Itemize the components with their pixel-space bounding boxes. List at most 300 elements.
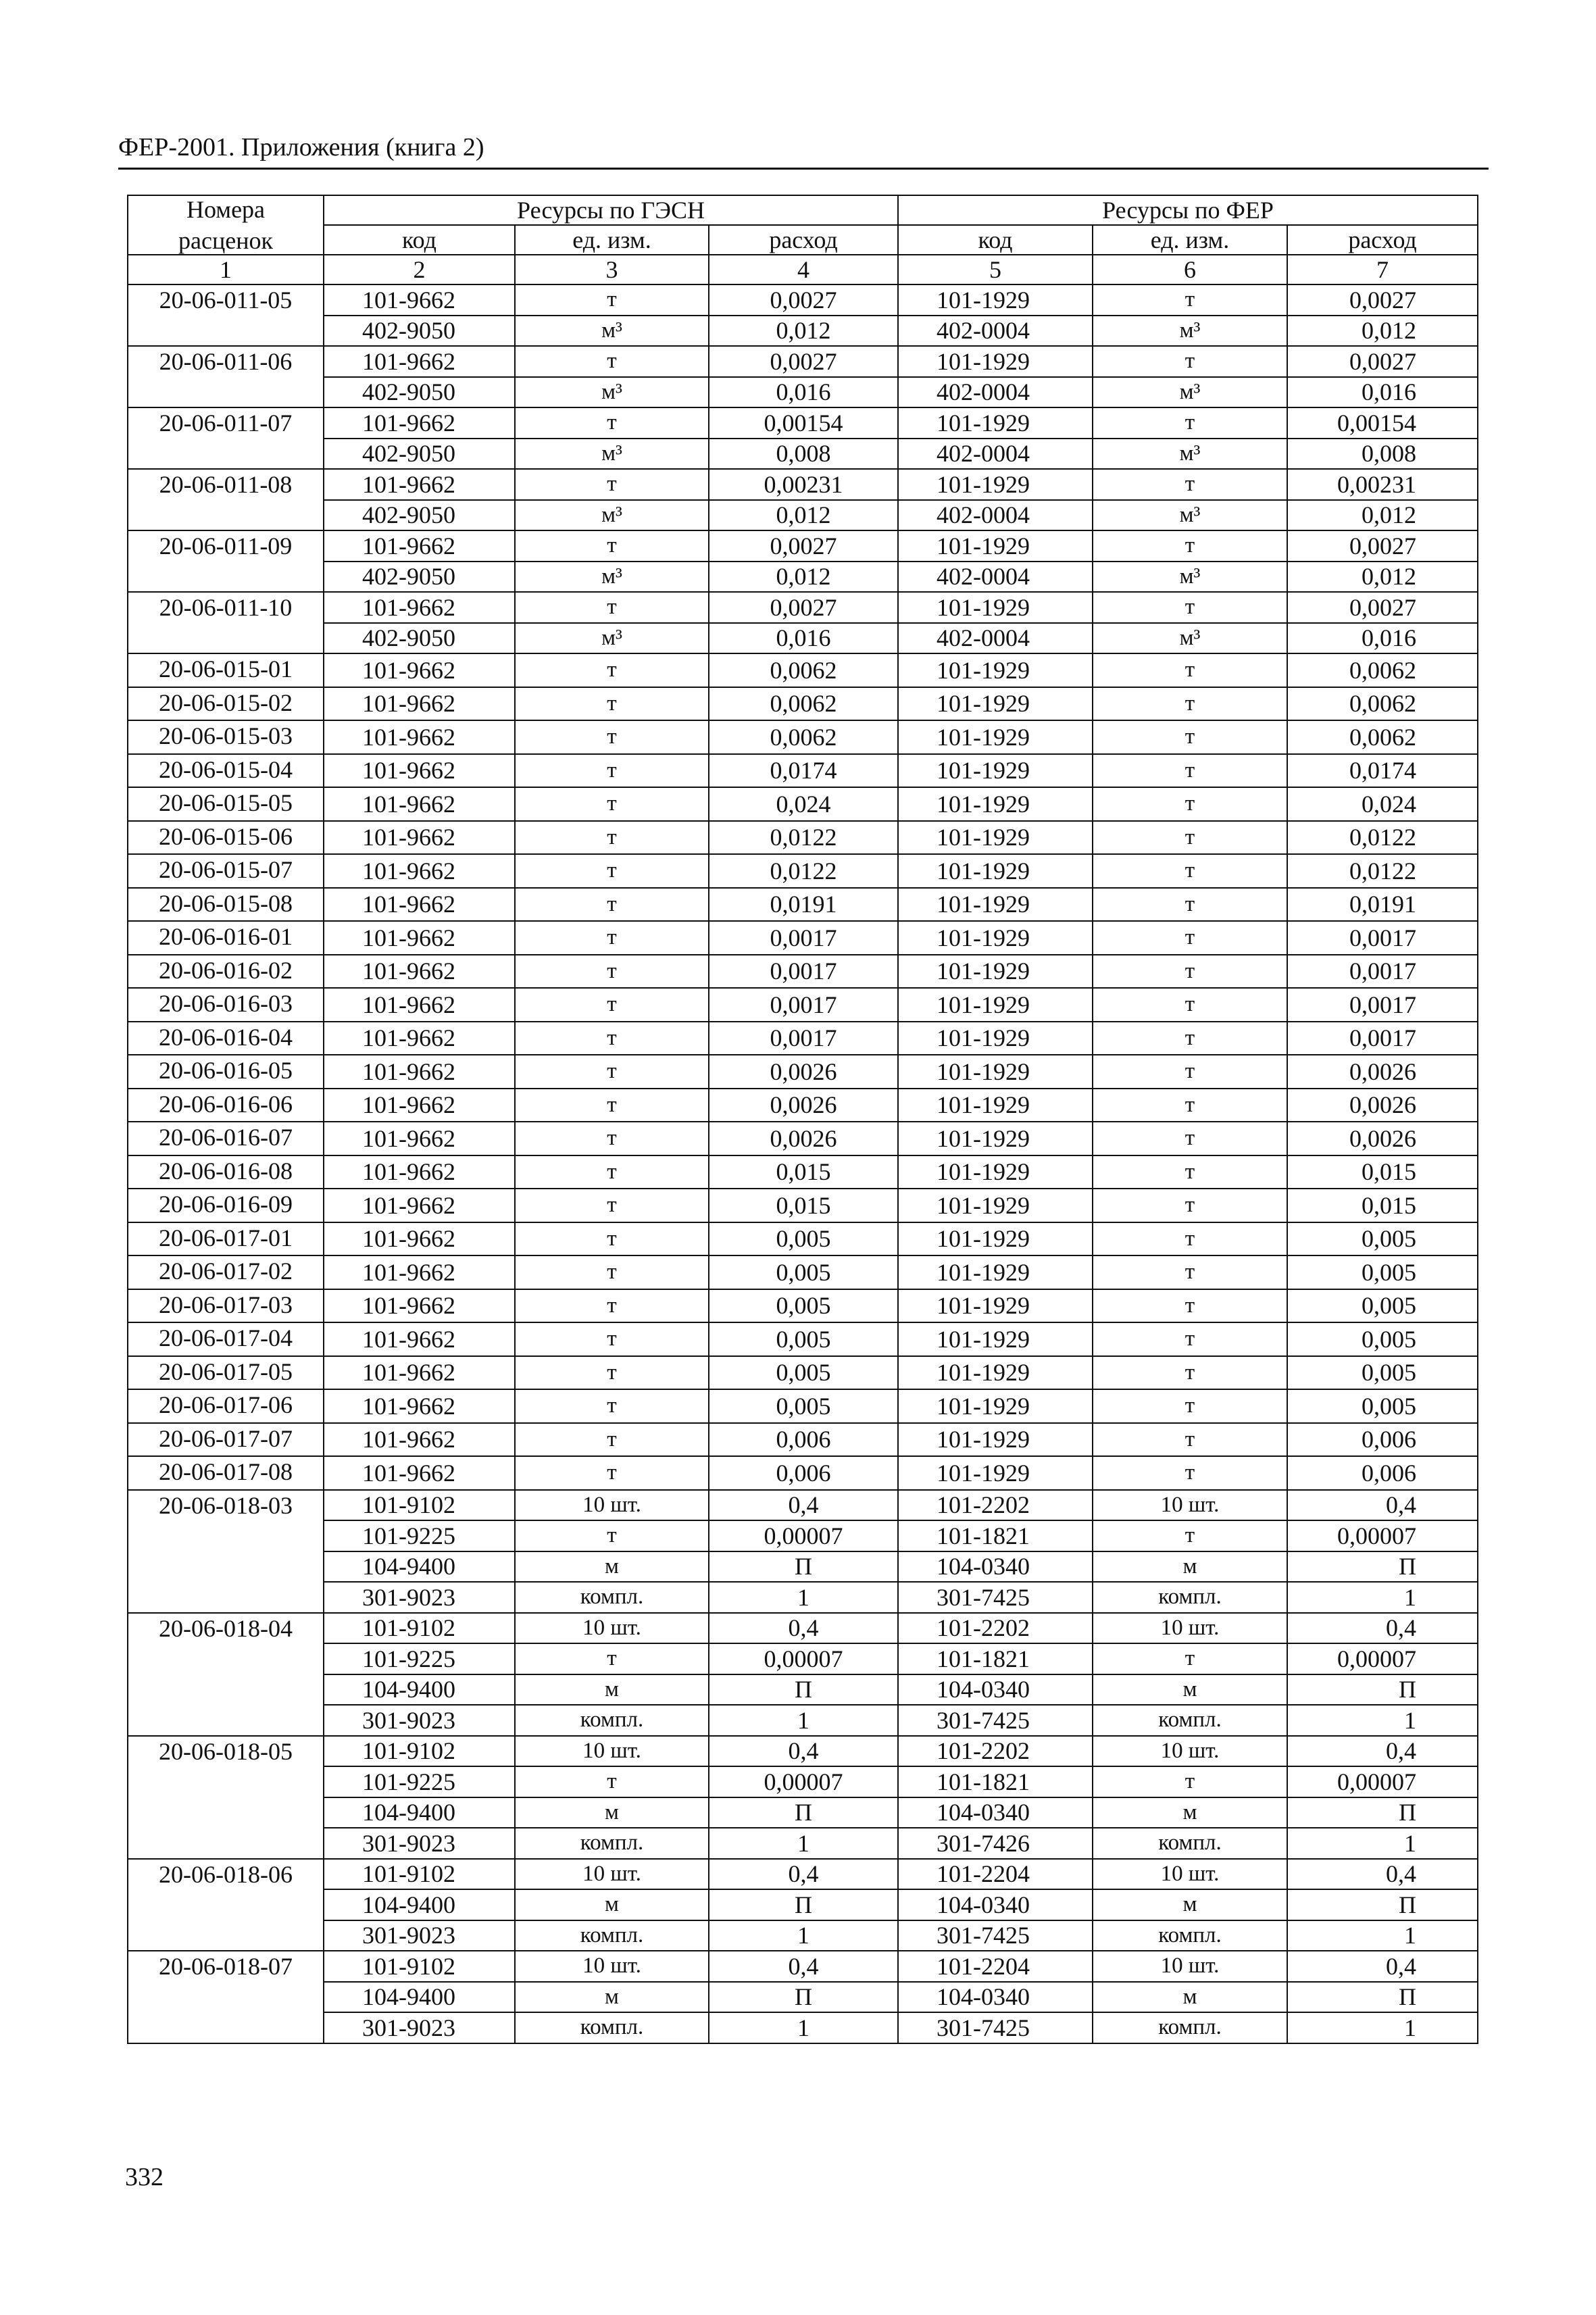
gesn-code-cell: 101-9662: [324, 720, 515, 754]
gesn-unit-cell: т: [515, 1643, 709, 1674]
table-row: [128, 754, 1478, 788]
gesn-unit-cell: м³: [515, 439, 709, 470]
table-row: [128, 1356, 1478, 1390]
table-row: [128, 854, 1478, 888]
table-row: [128, 1122, 1478, 1155]
gesn-amount-cell: 0,0027: [709, 530, 898, 562]
fer-unit-cell: м³: [1093, 377, 1287, 408]
gesn-amount-cell: 0,0062: [709, 687, 898, 721]
gesn-unit-cell: м: [515, 1982, 709, 2013]
gesn-unit-cell: т: [515, 1222, 709, 1256]
gesn-amount-cell: 0,005: [709, 1356, 898, 1390]
rate-number-cell: 20-06-018-03: [128, 1490, 324, 1613]
table-row: [128, 1189, 1478, 1222]
fer-unit-cell: т: [1093, 346, 1287, 377]
gesn-unit-cell: м: [515, 1797, 709, 1828]
fer-code-cell: 301-7425: [898, 2012, 1093, 2043]
gesn-amount-cell: 0,005: [709, 1389, 898, 1423]
table-row: [128, 469, 1478, 500]
column-header-rate: [128, 195, 324, 255]
table-row: [128, 1222, 1478, 1256]
column-header-gesn-amount: расход: [709, 225, 898, 255]
fer-amount-cell: 0,006: [1287, 1456, 1478, 1490]
gesn-unit-cell: т: [515, 592, 709, 623]
gesn-amount-cell: 0,0026: [709, 1122, 898, 1155]
table-row: [128, 1951, 1478, 1982]
table-row: [128, 623, 1478, 654]
fer-code-cell: 101-1929: [898, 720, 1093, 754]
gesn-amount-cell: 0,4: [709, 1859, 898, 1890]
rate-number-cell: 20-06-017-04: [128, 1322, 324, 1356]
gesn-unit-cell: т: [515, 284, 709, 316]
rate-number-cell: 20-06-016-04: [128, 1022, 324, 1055]
gesn-unit-cell: т: [515, 1456, 709, 1490]
fer-unit-cell: т: [1093, 1520, 1287, 1551]
gesn-code-cell: 101-9225: [324, 1520, 515, 1551]
fer-code-cell: 101-1929: [898, 1155, 1093, 1189]
gesn-amount-cell: П: [709, 1889, 898, 1920]
table-row: [128, 592, 1478, 623]
column-number: 6: [1093, 255, 1287, 284]
gesn-amount-cell: 0,005: [709, 1289, 898, 1323]
gesn-amount-cell: 0,016: [709, 377, 898, 408]
table-row: [128, 377, 1478, 408]
fer-code-cell: 301-7425: [898, 1582, 1093, 1613]
gesn-amount-cell: 0,0027: [709, 592, 898, 623]
gesn-code-cell: 402-9050: [324, 316, 515, 347]
gesn-unit-cell: т: [515, 720, 709, 754]
fer-amount-cell: 0,0026: [1287, 1122, 1478, 1155]
fer-amount-cell: 0,00007: [1287, 1643, 1478, 1674]
table-body: [128, 284, 1478, 2043]
fer-code-cell: 101-1929: [898, 821, 1093, 855]
fer-unit-cell: т: [1093, 1122, 1287, 1155]
fer-unit-cell: т: [1093, 1322, 1287, 1356]
rate-number-cell: 20-06-018-04: [128, 1613, 324, 1736]
gesn-unit-cell: т: [515, 1423, 709, 1457]
gesn-amount-cell: 0,4: [709, 1613, 898, 1644]
gesn-unit-cell: м: [515, 1674, 709, 1706]
gesn-amount-cell: 0,4: [709, 1951, 898, 1982]
fer-code-cell: 101-1929: [898, 346, 1093, 377]
rate-number-cell: 20-06-018-06: [128, 1859, 324, 1951]
gesn-unit-cell: т: [515, 407, 709, 439]
fer-amount-cell: 0,016: [1287, 623, 1478, 654]
gesn-code-cell: 101-9662: [324, 1055, 515, 1089]
table-row: [128, 1982, 1478, 2013]
table-row: [128, 888, 1478, 922]
fer-amount-cell: 0,0017: [1287, 955, 1478, 989]
table-row: [128, 988, 1478, 1022]
gesn-code-cell: 101-9662: [324, 1089, 515, 1122]
gesn-amount-cell: 0,008: [709, 439, 898, 470]
fer-code-cell: 101-2202: [898, 1613, 1093, 1644]
fer-amount-cell: 0,0191: [1287, 888, 1478, 922]
fer-unit-cell: т: [1093, 1423, 1287, 1457]
gesn-amount-cell: 0,005: [709, 1322, 898, 1356]
fer-unit-cell: 10 шт.: [1093, 1736, 1287, 1767]
fer-code-cell: 101-1929: [898, 1356, 1093, 1390]
column-number: 4: [709, 255, 898, 284]
gesn-code-cell: 301-9023: [324, 1582, 515, 1613]
gesn-amount-cell: П: [709, 1674, 898, 1706]
table-row: [128, 1828, 1478, 1859]
table-row: [128, 1582, 1478, 1613]
gesn-amount-cell: 0,0017: [709, 988, 898, 1022]
fer-amount-cell: 0,0062: [1287, 653, 1478, 687]
gesn-unit-cell: 10 шт.: [515, 1736, 709, 1767]
gesn-code-cell: 101-9662: [324, 888, 515, 922]
page-header: ФЕР-2001. Приложения (книга 2): [118, 133, 484, 161]
fer-unit-cell: т: [1093, 854, 1287, 888]
rate-number-cell: 20-06-011-08: [128, 469, 324, 530]
table-row: [128, 821, 1478, 855]
table-row: [128, 1255, 1478, 1289]
gesn-amount-cell: П: [709, 1797, 898, 1828]
table-row: [128, 2012, 1478, 2043]
fer-amount-cell: 0,015: [1287, 1189, 1478, 1222]
fer-amount-cell: 1: [1287, 1582, 1478, 1613]
gesn-amount-cell: 0,0017: [709, 1022, 898, 1055]
fer-unit-cell: т: [1093, 1222, 1287, 1256]
column-number: 1: [128, 255, 324, 284]
gesn-code-cell: 101-9102: [324, 1859, 515, 1890]
table-row: [128, 1736, 1478, 1767]
rate-number-cell: 20-06-018-07: [128, 1951, 324, 2043]
gesn-amount-cell: 0,00231: [709, 469, 898, 500]
table-row: [128, 653, 1478, 687]
fer-code-cell: 101-1929: [898, 592, 1093, 623]
rate-number-cell: 20-06-017-02: [128, 1255, 324, 1289]
fer-unit-cell: т: [1093, 687, 1287, 721]
fer-amount-cell: 0,0062: [1287, 720, 1478, 754]
table-row: [128, 1089, 1478, 1122]
fer-unit-cell: т: [1093, 720, 1287, 754]
gesn-code-cell: 104-9400: [324, 1551, 515, 1583]
table-row: [128, 439, 1478, 470]
rate-number-cell: 20-06-016-06: [128, 1089, 324, 1122]
fer-unit-cell: т: [1093, 1055, 1287, 1089]
rate-number-cell: 20-06-011-05: [128, 284, 324, 346]
gesn-code-cell: 101-9662: [324, 687, 515, 721]
table-row: [128, 787, 1478, 821]
gesn-code-cell: 402-9050: [324, 439, 515, 470]
rate-number-cell: 20-06-015-01: [128, 653, 324, 687]
fer-amount-cell: 0,0017: [1287, 988, 1478, 1022]
fer-code-cell: 402-0004: [898, 562, 1093, 593]
fer-code-cell: 101-1929: [898, 1456, 1093, 1490]
gesn-unit-cell: м³: [515, 623, 709, 654]
gesn-code-cell: 104-9400: [324, 1889, 515, 1920]
fer-code-cell: 101-1929: [898, 1122, 1093, 1155]
fer-amount-cell: 0,00007: [1287, 1766, 1478, 1797]
fer-unit-cell: т: [1093, 1456, 1287, 1490]
fer-code-cell: 101-1929: [898, 921, 1093, 955]
table-row: [128, 1643, 1478, 1674]
rate-number-cell: 20-06-016-05: [128, 1055, 324, 1089]
fer-code-cell: 101-1929: [898, 1289, 1093, 1323]
gesn-unit-cell: т: [515, 988, 709, 1022]
gesn-code-cell: 402-9050: [324, 623, 515, 654]
gesn-amount-cell: 0,0027: [709, 346, 898, 377]
fer-code-cell: 101-1929: [898, 854, 1093, 888]
gesn-amount-cell: 0,012: [709, 562, 898, 593]
fer-amount-cell: 0,005: [1287, 1289, 1478, 1323]
gesn-unit-cell: т: [515, 530, 709, 562]
gesn-code-cell: 101-9102: [324, 1613, 515, 1644]
fer-amount-cell: 1: [1287, 2012, 1478, 2043]
gesn-amount-cell: 0,015: [709, 1155, 898, 1189]
fer-amount-cell: П: [1287, 1889, 1478, 1920]
gesn-unit-cell: т: [515, 1322, 709, 1356]
gesn-unit-cell: компл.: [515, 1705, 709, 1736]
gesn-code-cell: 101-9225: [324, 1643, 515, 1674]
fer-amount-cell: 0,0122: [1287, 854, 1478, 888]
fer-amount-cell: 0,0027: [1287, 592, 1478, 623]
fer-code-cell: 101-1929: [898, 1423, 1093, 1457]
fer-code-cell: 104-0340: [898, 1551, 1093, 1583]
rate-number-cell: 20-06-015-05: [128, 787, 324, 821]
gesn-code-cell: 402-9050: [324, 562, 515, 593]
gesn-unit-cell: 10 шт.: [515, 1490, 709, 1521]
fer-code-cell: 301-7425: [898, 1705, 1093, 1736]
fer-amount-cell: 0,0026: [1287, 1089, 1478, 1122]
fer-amount-cell: 0,4: [1287, 1613, 1478, 1644]
table-row: [128, 346, 1478, 377]
table-row: [128, 955, 1478, 989]
fer-unit-cell: компл.: [1093, 2012, 1287, 2043]
fer-code-cell: 101-1821: [898, 1520, 1093, 1551]
gesn-amount-cell: 0,0062: [709, 720, 898, 754]
gesn-amount-cell: 0,006: [709, 1456, 898, 1490]
gesn-unit-cell: т: [515, 1520, 709, 1551]
fer-amount-cell: 0,012: [1287, 500, 1478, 531]
gesn-unit-cell: т: [515, 821, 709, 855]
fer-unit-cell: т: [1093, 1643, 1287, 1674]
fer-amount-cell: 0,0062: [1287, 687, 1478, 721]
fer-amount-cell: 0,006: [1287, 1423, 1478, 1457]
column-header-gesn-unit: ед. изм.: [515, 225, 709, 255]
fer-unit-cell: т: [1093, 921, 1287, 955]
fer-code-cell: 101-1929: [898, 1322, 1093, 1356]
fer-code-cell: 101-1821: [898, 1766, 1093, 1797]
gesn-amount-cell: 0,006: [709, 1423, 898, 1457]
gesn-amount-cell: 0,015: [709, 1189, 898, 1222]
gesn-unit-cell: т: [515, 1122, 709, 1155]
gesn-unit-cell: т: [515, 1289, 709, 1323]
gesn-amount-cell: 0,00007: [709, 1766, 898, 1797]
fer-amount-cell: 0,016: [1287, 377, 1478, 408]
rate-number-cell: 20-06-017-07: [128, 1423, 324, 1457]
fer-amount-cell: 0,0027: [1287, 530, 1478, 562]
gesn-code-cell: 101-9225: [324, 1766, 515, 1797]
column-number: 5: [898, 255, 1093, 284]
fer-code-cell: 101-1929: [898, 1089, 1093, 1122]
rate-number-cell: 20-06-017-01: [128, 1222, 324, 1256]
fer-code-cell: 101-2202: [898, 1490, 1093, 1521]
table-row: [128, 1551, 1478, 1583]
table-row: [128, 1859, 1478, 1890]
fer-amount-cell: 0,0017: [1287, 921, 1478, 955]
fer-unit-cell: т: [1093, 821, 1287, 855]
fer-unit-cell: т: [1093, 653, 1287, 687]
gesn-code-cell: 101-9662: [324, 284, 515, 316]
fer-unit-cell: м: [1093, 1797, 1287, 1828]
fer-code-cell: 101-1929: [898, 754, 1093, 788]
fer-amount-cell: 0,0174: [1287, 754, 1478, 788]
gesn-code-cell: 101-9662: [324, 346, 515, 377]
gesn-code-cell: 101-9662: [324, 821, 515, 855]
gesn-amount-cell: 0,0122: [709, 854, 898, 888]
fer-code-cell: 101-1821: [898, 1643, 1093, 1674]
fer-unit-cell: т: [1093, 592, 1287, 623]
gesn-code-cell: 101-9662: [324, 653, 515, 687]
gesn-unit-cell: м³: [515, 500, 709, 531]
fer-code-cell: 101-1929: [898, 1189, 1093, 1222]
table-row: [128, 1766, 1478, 1797]
column-header-fer-code: код: [898, 225, 1093, 255]
gesn-unit-cell: т: [515, 754, 709, 788]
fer-unit-cell: м: [1093, 1982, 1287, 2013]
fer-code-cell: 101-2202: [898, 1736, 1093, 1767]
column-number: 3: [515, 255, 709, 284]
gesn-code-cell: 101-9662: [324, 1122, 515, 1155]
fer-unit-cell: м³: [1093, 500, 1287, 531]
gesn-unit-cell: т: [515, 1766, 709, 1797]
rate-number-cell: 20-06-016-07: [128, 1122, 324, 1155]
gesn-amount-cell: 0,4: [709, 1490, 898, 1521]
fer-amount-cell: 0,015: [1287, 1155, 1478, 1189]
rate-number-cell: 20-06-017-08: [128, 1456, 324, 1490]
rate-number-cell: 20-06-015-07: [128, 854, 324, 888]
fer-unit-cell: м³: [1093, 439, 1287, 470]
gesn-amount-cell: 1: [709, 1705, 898, 1736]
fer-unit-cell: т: [1093, 754, 1287, 788]
gesn-code-cell: 101-9102: [324, 1951, 515, 1982]
fer-amount-cell: 0,0017: [1287, 1022, 1478, 1055]
gesn-amount-cell: 0,0017: [709, 955, 898, 989]
gesn-code-cell: 101-9662: [324, 592, 515, 623]
fer-amount-cell: 0,00007: [1287, 1520, 1478, 1551]
gesn-amount-cell: 0,00154: [709, 407, 898, 439]
gesn-amount-cell: 0,0027: [709, 284, 898, 316]
gesn-code-cell: 101-9662: [324, 1222, 515, 1256]
fer-code-cell: 101-1929: [898, 469, 1093, 500]
rate-number-cell: 20-06-016-09: [128, 1189, 324, 1222]
gesn-code-cell: 101-9662: [324, 854, 515, 888]
fer-unit-cell: т: [1093, 1089, 1287, 1122]
gesn-amount-cell: 1: [709, 1920, 898, 1951]
gesn-code-cell: 101-9662: [324, 988, 515, 1022]
rate-number-cell: 20-06-016-01: [128, 921, 324, 955]
gesn-amount-cell: 0,0122: [709, 821, 898, 855]
rate-number-cell: 20-06-011-10: [128, 592, 324, 653]
column-header-gesn-code: код: [324, 225, 515, 255]
column-number: 2: [324, 255, 515, 284]
fer-amount-cell: 0,005: [1287, 1322, 1478, 1356]
gesn-unit-cell: т: [515, 787, 709, 821]
fer-code-cell: 104-0340: [898, 1797, 1093, 1828]
table-header-row-numbers: [128, 255, 1478, 284]
rate-number-cell: 20-06-016-03: [128, 988, 324, 1022]
fer-amount-cell: П: [1287, 1551, 1478, 1583]
gesn-unit-cell: т: [515, 1055, 709, 1089]
fer-unit-cell: м: [1093, 1889, 1287, 1920]
fer-unit-cell: т: [1093, 1255, 1287, 1289]
gesn-code-cell: 101-9662: [324, 787, 515, 821]
gesn-unit-cell: компл.: [515, 1920, 709, 1951]
fer-unit-cell: т: [1093, 530, 1287, 562]
fer-code-cell: 104-0340: [898, 1889, 1093, 1920]
fer-amount-cell: 0,005: [1287, 1356, 1478, 1390]
table-row: [128, 500, 1478, 531]
table-row: [128, 316, 1478, 347]
rate-number-cell: 20-06-016-02: [128, 955, 324, 989]
gesn-code-cell: 101-9662: [324, 1189, 515, 1222]
gesn-amount-cell: П: [709, 1982, 898, 2013]
fer-amount-cell: 0,005: [1287, 1255, 1478, 1289]
fer-amount-cell: 0,4: [1287, 1859, 1478, 1890]
gesn-unit-cell: компл.: [515, 1828, 709, 1859]
fer-unit-cell: т: [1093, 407, 1287, 439]
fer-amount-cell: П: [1287, 1797, 1478, 1828]
rate-number-cell: 20-06-017-06: [128, 1389, 324, 1423]
fer-code-cell: 101-1929: [898, 1022, 1093, 1055]
gesn-code-cell: 104-9400: [324, 1982, 515, 2013]
gesn-code-cell: 101-9662: [324, 754, 515, 788]
fer-code-cell: 101-1929: [898, 284, 1093, 316]
gesn-unit-cell: т: [515, 955, 709, 989]
gesn-unit-cell: м: [515, 1889, 709, 1920]
fer-amount-cell: П: [1287, 1982, 1478, 2013]
fer-code-cell: 101-1929: [898, 1222, 1093, 1256]
gesn-amount-cell: 0,016: [709, 623, 898, 654]
table-row: [128, 1797, 1478, 1828]
table-row: [128, 1520, 1478, 1551]
table-row: [128, 1613, 1478, 1644]
fer-code-cell: 101-2204: [898, 1859, 1093, 1890]
fer-amount-cell: 0,0122: [1287, 821, 1478, 855]
fer-unit-cell: т: [1093, 469, 1287, 500]
gesn-unit-cell: т: [515, 1022, 709, 1055]
table-row: [128, 687, 1478, 721]
rate-number-cell: 20-06-016-08: [128, 1155, 324, 1189]
gesn-code-cell: 101-9102: [324, 1736, 515, 1767]
fer-code-cell: 101-1929: [898, 1255, 1093, 1289]
rate-number-cell: 20-06-015-02: [128, 687, 324, 721]
gesn-amount-cell: 0,012: [709, 500, 898, 531]
rate-number-cell: 20-06-017-05: [128, 1356, 324, 1390]
gesn-amount-cell: П: [709, 1551, 898, 1583]
gesn-code-cell: 301-9023: [324, 1705, 515, 1736]
gesn-code-cell: 101-9662: [324, 1456, 515, 1490]
fer-unit-cell: т: [1093, 1189, 1287, 1222]
table-row: [128, 530, 1478, 562]
table-row: [128, 1889, 1478, 1920]
table-row: [128, 720, 1478, 754]
column-header-fer-unit: ед. изм.: [1093, 225, 1287, 255]
fer-code-cell: 101-1929: [898, 955, 1093, 989]
fer-amount-cell: 0,4: [1287, 1951, 1478, 1982]
gesn-unit-cell: т: [515, 1189, 709, 1222]
rate-number-cell: 20-06-011-06: [128, 346, 324, 407]
gesn-unit-cell: т: [515, 888, 709, 922]
fer-code-cell: 104-0340: [898, 1674, 1093, 1706]
table-row: [128, 1322, 1478, 1356]
gesn-code-cell: 101-9662: [324, 469, 515, 500]
fer-code-cell: 101-1929: [898, 687, 1093, 721]
gesn-code-cell: 101-9662: [324, 1356, 515, 1390]
